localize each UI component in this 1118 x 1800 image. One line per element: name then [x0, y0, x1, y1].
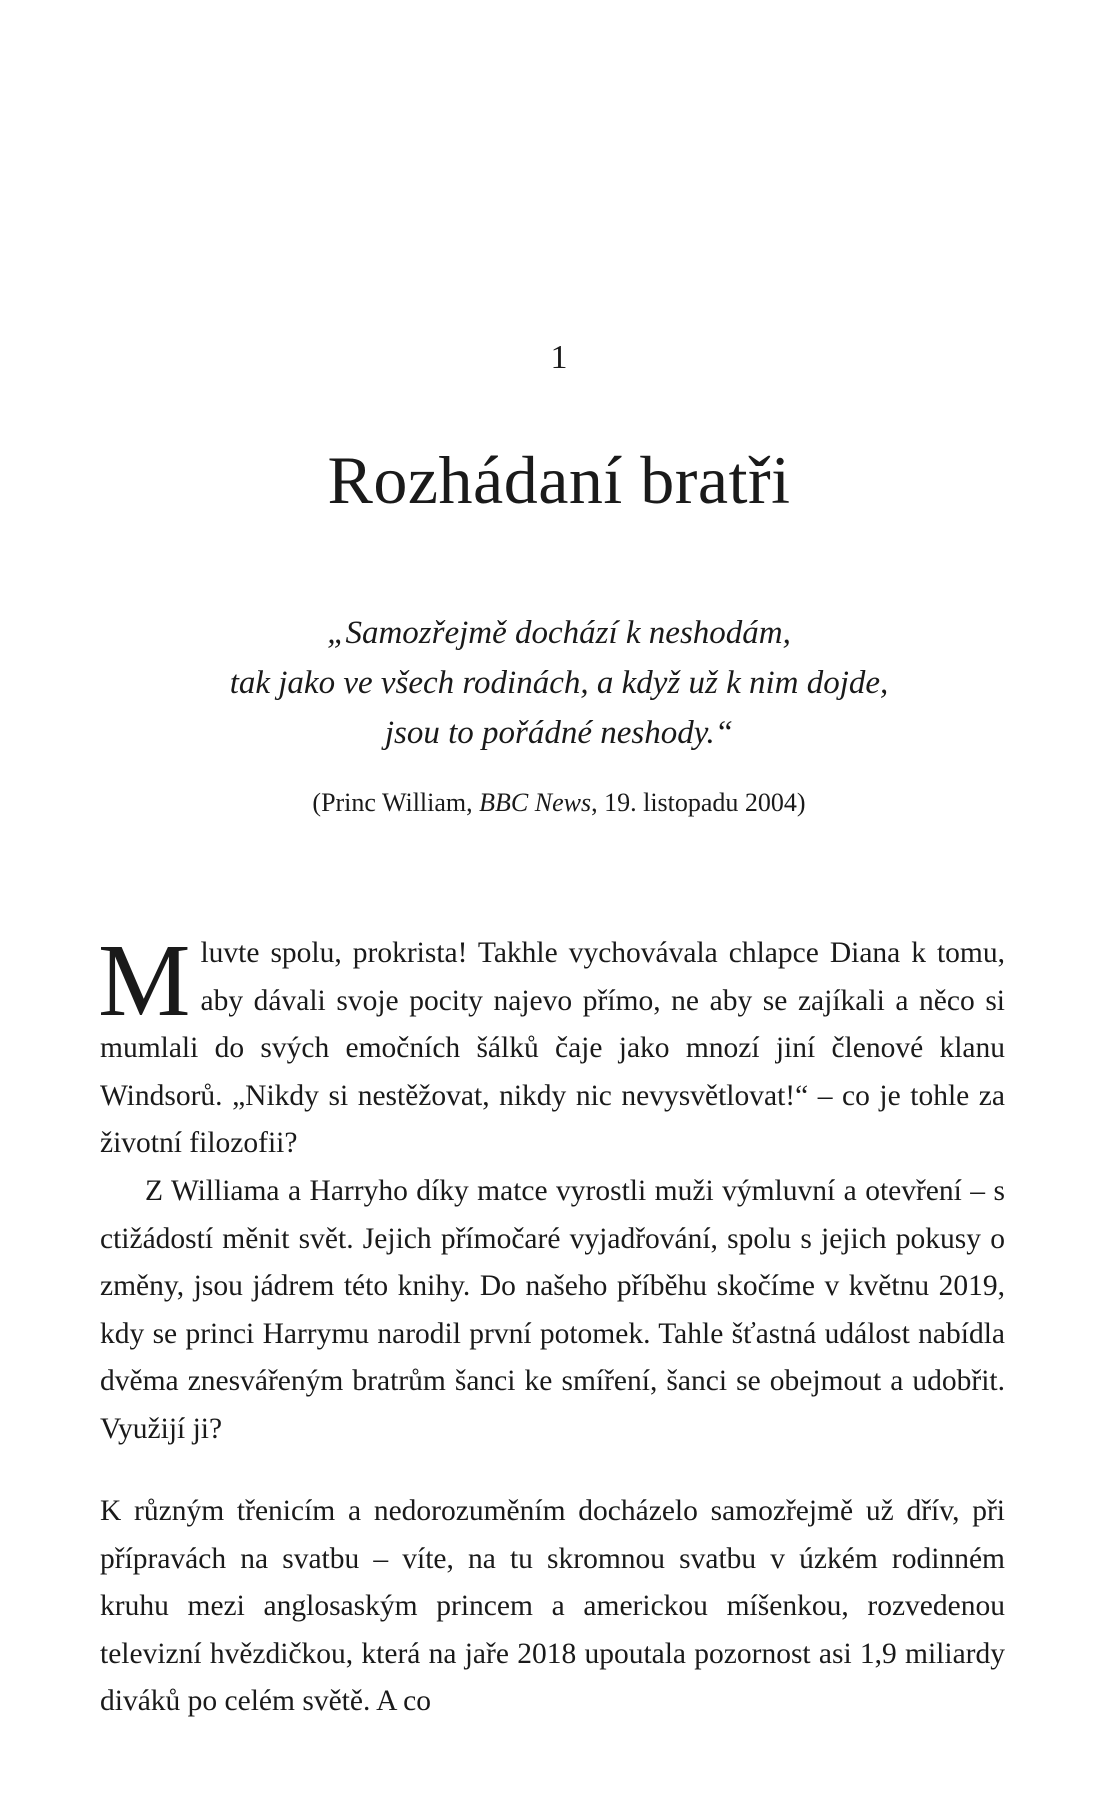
paragraph-2-text: Z Williama a Harryho díky matce vyrostli muži výmluvní a otevření – s ctižádostí měnit svět. Jejich přímočaré vyjadřování, spolu s jejich pokusy o změny, jsou jádrem této knihy. Do našeho příběhu skočíme v květnu 2019, kdy se princi Harrymu narodil první potomek. Tahle šťastná událost nabídla dvěma znesvářeným bratrům šanci ke smíření, šanci se obejmout a udobřit. Využijí ji? [100, 1175, 1005, 1445]
paragraph-1 [98, 923, 1005, 1168]
drop-cap: M [98, 923, 191, 1038]
epigraph-source-suffix: , 19. listopadu 2004) [591, 788, 806, 817]
epigraph-source-prefix: (Princ William, [312, 788, 480, 817]
paragraph-3 [100, 1488, 1005, 1726]
epigraph-source-publication: BBC News [479, 788, 592, 817]
chapter-number: 1 [550, 339, 568, 376]
chapter-title: Rozhádaní bratři [327, 442, 791, 518]
paragraph-2 [100, 1168, 1005, 1453]
paragraph-3-text: K různým třenicím a nedorozuměním docházelo samozřejmě už dřív, při přípravách na svatbu – víte, na tu skromnou svatbu v úzkém rodinném kruhu mezi anglosaským princem a americkou míšenkou, rozvedenou televizní hvězdičkou, která na jaře 2018 upoutala pozornost asi 1,9 miliardy diváků po celém světě. A co [100, 1495, 1005, 1717]
epigraph-line: „Samozřejmě dochází k neshodám, [327, 615, 791, 651]
epigraph [0, 608, 1118, 758]
paragraph-1-text: luvte spolu, prokrista! Takhle vychovávala chlapce Diana k tomu, aby dávali svoje pocity najevo přímo, ne aby se zajíkali a něco si mumlali do svých emočních šálků čaje jako mnozí jiní členové klanu Windsorů. „Nikdy si nestěžovat, nikdy nic nevysvětlovat!“ – co je tohle za životní filozofii? [100, 937, 1005, 1159]
epigraph-line: tak jako ve všech rodinách, a když už k nim dojde, [229, 665, 889, 701]
epigraph-line: jsou to pořádné neshody.“ [384, 715, 734, 751]
epigraph-source [0, 786, 1118, 820]
